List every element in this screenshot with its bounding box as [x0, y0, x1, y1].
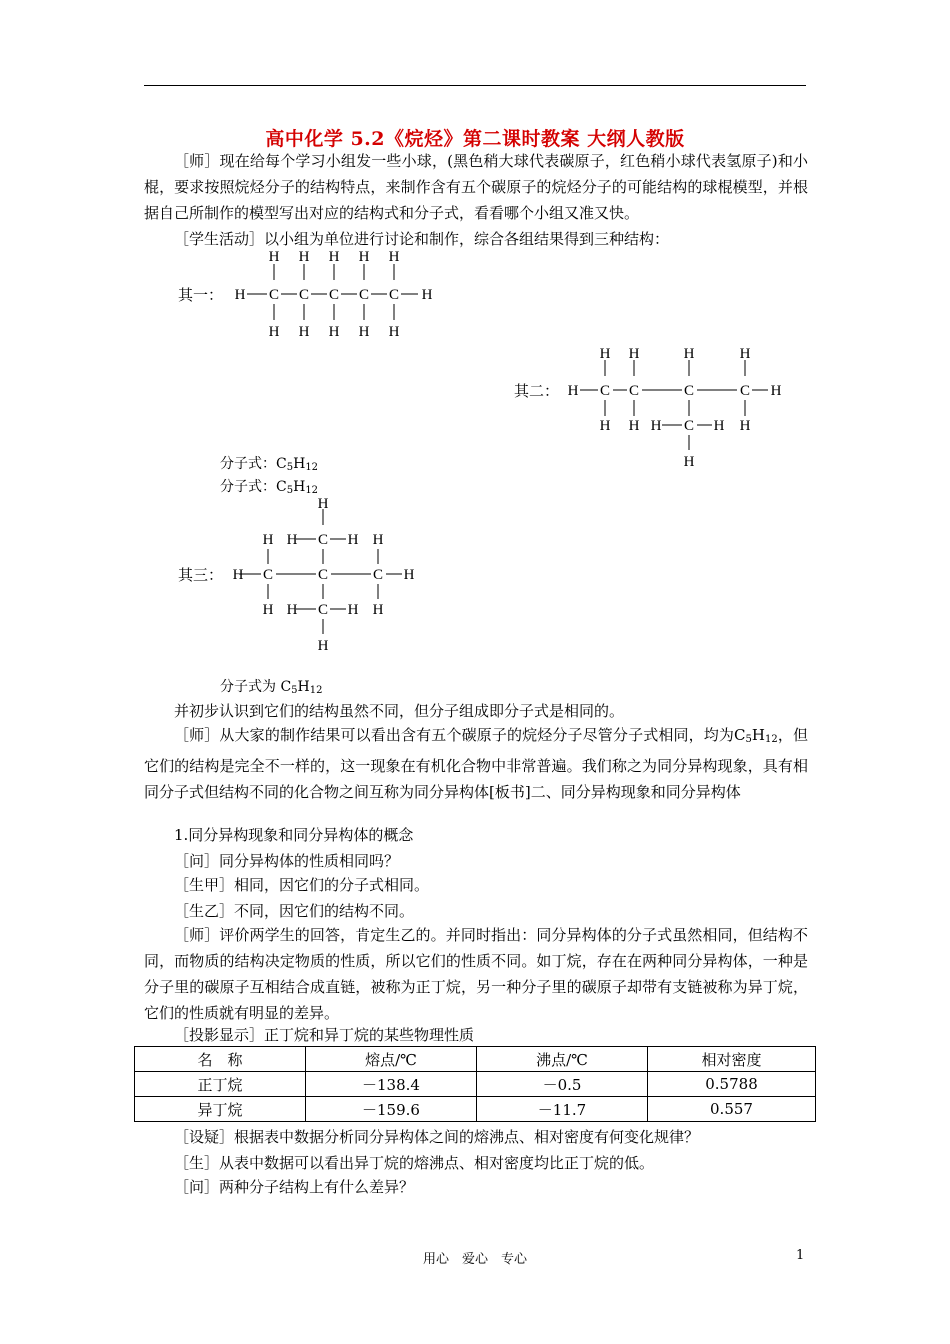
atom-h: H [739, 346, 751, 362]
paragraph-student-activity: ［学生活动］以小组为单位进行讨论和制作，综合各组结果得到三种结构： [174, 230, 670, 248]
atom-h: H [388, 249, 400, 265]
structure-1-diagram [228, 244, 448, 344]
atom-c: C [317, 567, 329, 583]
atom-h: H [650, 418, 662, 434]
table-header-cell: 沸点/℃ [477, 1047, 648, 1072]
table-header-row [135, 1047, 816, 1072]
page-number: 1 [796, 1248, 805, 1263]
atom-h: H [388, 324, 400, 340]
atom-h: H [262, 532, 274, 548]
atom-h: H [317, 496, 329, 512]
table-cell: 正丁烷 [135, 1072, 306, 1097]
table-cell: 0.557 [648, 1097, 816, 1122]
table-row [135, 1072, 816, 1097]
structure-2-diagram [560, 340, 800, 480]
table-cell: －11.7 [477, 1097, 648, 1122]
section-heading: 1.同分异构现象和同分异构体的概念 [174, 826, 414, 844]
atom-h: H [268, 324, 280, 340]
paragraph-initial-conclusion: 并初步认识到它们的结构虽然不同，但分子组成即分子式是相同的。 [174, 702, 625, 720]
atom-h: H [347, 532, 359, 548]
paragraph-question-2: ［问］两种分子结构上有什么差异？ [174, 1178, 415, 1196]
table-header-cell: 熔点/℃ [306, 1047, 477, 1072]
paragraph-question-1: ［问］同分异构体的性质相同吗？ [174, 852, 400, 870]
atom-h: H [683, 346, 695, 362]
page-footer: 用心 爱心 专心 [422, 1252, 527, 1267]
atom-h: H [403, 567, 415, 583]
atom-c: C [298, 287, 310, 303]
table-cell: －138.4 [306, 1072, 477, 1097]
atom-h: H [628, 418, 640, 434]
atom-h: H [328, 249, 340, 265]
atom-c: C [317, 602, 329, 618]
structure-1-label: 其一： [178, 286, 224, 304]
structure-2-bonds [580, 360, 768, 450]
atom-h: H [317, 638, 329, 654]
atom-c: C [739, 383, 751, 399]
atom-h: H [599, 346, 611, 362]
structure-2-label: 其二： [514, 382, 560, 400]
atom-h: H [358, 249, 370, 265]
atom-c: C [328, 287, 340, 303]
table-cell: 异丁烷 [135, 1097, 306, 1122]
atom-h: H [770, 383, 782, 399]
atom-h: H [372, 532, 384, 548]
atom-c: C [262, 567, 274, 583]
atom-h: H [683, 454, 695, 470]
atom-c: C [358, 287, 370, 303]
atom-c: C [599, 383, 611, 399]
atom-c: C [628, 383, 640, 399]
table-cell: －159.6 [306, 1097, 477, 1122]
atom-h: H [372, 602, 384, 618]
formula-structure-2: 分子式：$C_5H_{12}$ [220, 479, 319, 496]
table-cell: 0.5788 [648, 1072, 816, 1097]
atom-h: H [628, 346, 640, 362]
atom-h: H [328, 324, 340, 340]
paragraph-teacher-evaluation: ［师］评价两学生的回答，肯定生乙的。并同时指出：同分异构体的分子式虽然相同，但结构不同，而物质的结构决定物质的性质，所以它们的性质不同。如丁烷，存在在两种同分异构体，一种是分子里的碳原子互相结合成直链，被称为正丁烷，另一种分子里的碳原子却带有支链被称为异丁烷，它们的性质就有明显的差异。 [144, 926, 808, 1022]
atom-h: H [358, 324, 370, 340]
atom-h: H [347, 602, 359, 618]
atom-h: H [713, 418, 725, 434]
atom-h: H [298, 249, 310, 265]
atom-h: H [232, 567, 244, 583]
atom-c: C [388, 287, 400, 303]
atom-c: C [683, 383, 695, 399]
table-row [135, 1097, 816, 1122]
table-header-cell: 相对密度 [648, 1047, 816, 1072]
atom-c: C [268, 287, 280, 303]
atom-h: H [599, 418, 611, 434]
atom-h: H [268, 249, 280, 265]
atom-h: H [421, 287, 433, 303]
atom-h: H [567, 383, 579, 399]
table-cell: －0.5 [477, 1072, 648, 1097]
header-rule [144, 85, 806, 86]
atom-h: H [286, 602, 298, 618]
atom-h: H [739, 418, 751, 434]
atom-c: C [317, 532, 329, 548]
atom-h: H [286, 532, 298, 548]
table-header-cell: 名 称 [135, 1047, 306, 1072]
atom-h: H [262, 602, 274, 618]
paragraph-teacher-intro: ［师］现在给每个学习小组发一些小球，(黑色稍大球代表碳原子，红色稍小球代表氢原子)和小棍，要求按照烷烃分子的结构特点，来制作含有五个碳原子的烷烃分子的可能结构的球棍模型，并根据自己所制作的模型写出对应的结构式和分子式，看看哪个小组又准又快。 [144, 152, 808, 222]
formula-structure-3: 分子式为 $C_5H_{12}$ [220, 679, 323, 696]
atom-h: H [298, 324, 310, 340]
atom-c: C [683, 418, 695, 434]
formula-structure-1: 分子式：$C_5H_{12}$ [220, 456, 319, 473]
properties-table [134, 1046, 816, 1122]
paragraph-doubt: ［设疑］根据表中数据分析同分异构体之间的熔沸点、相对密度有何变化规律？ [174, 1128, 700, 1146]
paragraph-isomer-definition: ［师］从大家的制作结果可以看出含有五个碳原子的烷烃分子尽管分子式相同，均为$C_5H_{12}$，但它们的结构是完全不一样的，这一现象在有机化合物中非常普遍。我们称之为同分异构现象，具有相同分子式但结构不同的化合物之间互称为同分异构体[板书]二、同分异构现象和同分异构体 [144, 726, 808, 801]
page-title: 高中化学 5.2《烷烃》第二课时教案 大纲人教版 [265, 128, 685, 150]
paragraph-student-b: ［生乙］不同，因它们的结构不同。 [174, 902, 415, 920]
paragraph-student-a: ［生甲］相同，因它们的分子式相同。 [174, 876, 430, 894]
atom-c: C [372, 567, 384, 583]
atom-h: H [234, 287, 246, 303]
structure-3-diagram [226, 494, 426, 654]
structure-3-label: 其三： [178, 566, 224, 584]
paragraph-projection: ［投影显示］正丁烷和异丁烷的某些物理性质 [174, 1026, 475, 1044]
paragraph-student-answer: ［生］从表中数据可以看出异丁烷的熔沸点、相对密度均比正丁烷的低。 [174, 1154, 655, 1172]
